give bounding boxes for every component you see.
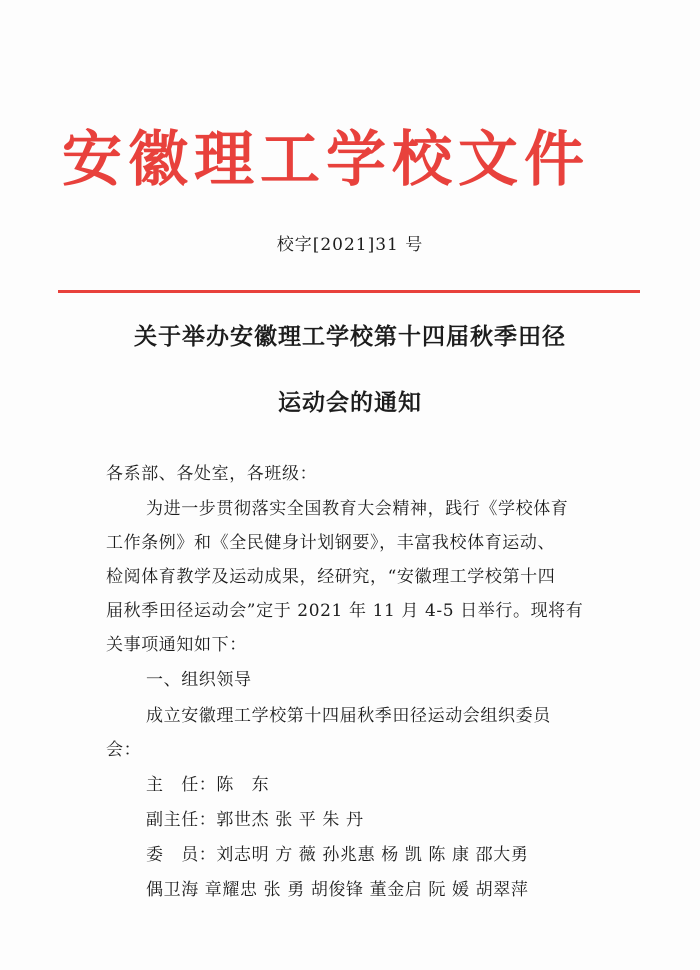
committee-members-line-1: 委 员：刘志明 方 薇 孙兆惠 杨 凯 陈 康 邵大勇 [146,845,529,865]
committee-members-line-2: 偶卫海 章耀忠 张 勇 胡俊锋 董金启 阮 媛 胡翠萍 [146,880,529,900]
paragraph-line: 关事项通知如下： [106,635,247,655]
committee-director: 主 任：陈 东 [146,775,270,795]
red-divider-line [58,290,640,293]
paragraph-line: 工作条例》和《全民健身计划钢要》，丰富我校体育运动、 [106,533,556,553]
salutation: 各系部、各处室，各班级： [106,464,318,484]
committee-vice-director: 副主任：郭世杰 张 平 朱 丹 [146,810,364,830]
paragraph-line: 成立安徽理工学校第十四届秋季田径运动会组织委员 [146,706,551,726]
notice-title-line-1: 关于举办安徽理工学校第十四届秋季田径 [134,323,566,350]
notice-title-line-2: 运动会的通知 [278,389,422,416]
document-number: 校字[2021]31 号 [276,235,424,255]
paragraph-line: 会： [106,740,142,760]
paragraph-line: 检阅体育教学及运动成果，经研究，“安徽理工学校第十四 [106,567,556,587]
paragraph-line: 届秋季田径运动会”定于 2021 年 11 月 4-5 日举行。现将有 [106,601,584,621]
paragraph-line: 为进一步贯彻落实全国教育大会精神，践行《学校体育 [146,499,569,519]
section-heading: 一、组织领导 [146,670,252,690]
org-header-title: 安徽理工学校文件 [62,125,590,195]
